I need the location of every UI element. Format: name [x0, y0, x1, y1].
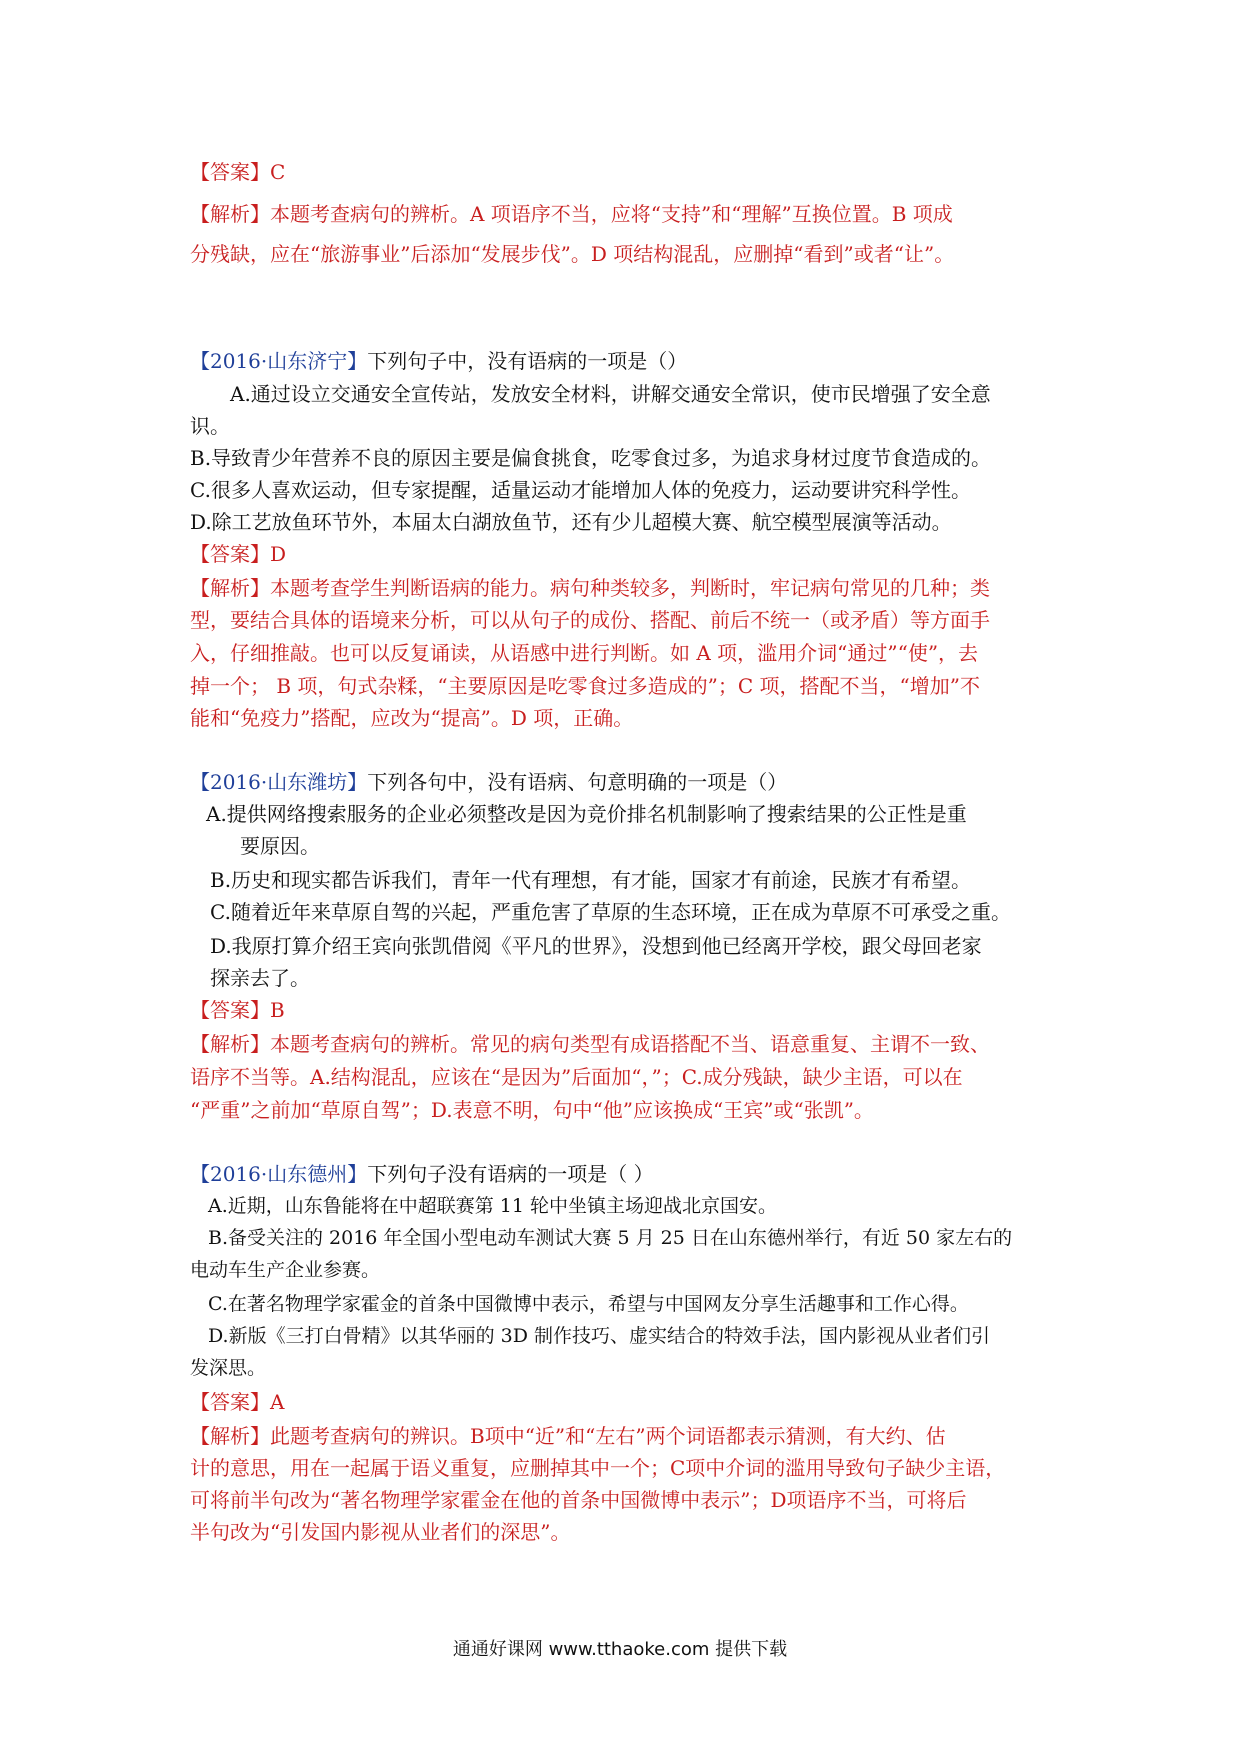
option-line: C.在著名物理学家霍金的首条中国微博中表示，希望与中国网友分享生活趣事和工作心得。 [208, 1293, 969, 1315]
analysis-line: 【解析】本题考查病句的辨析。A 项语序不当，应将“支持”和“理解”互换位置。B 项成 [190, 202, 953, 226]
analysis-line: 【解析】此题考查病句的辨识。B项中“近”和“左右”两个词语都表示猜测，有大约、估 [190, 1424, 946, 1448]
option-line: C.很多人喜欢运动，但专家提醒，适量运动才能增加人体的免疫力，运动要讲究科学性。 [190, 478, 971, 502]
answer-line: 【答案】B [190, 998, 285, 1022]
option-line: 发深思。 [190, 1357, 267, 1379]
analysis-line: 语序不当等。A.结构混乱，应该在“是因为”后面加“，”；C.成分残缺，缺少主语，可以在 [190, 1065, 963, 1089]
option-line: 探亲去了。 [210, 966, 310, 990]
question-heading [190, 1158, 654, 1190]
question-source: 【2016·山东德州】 [190, 1162, 368, 1186]
option-line: D.我原打算介绍王宾向张凯借阅《平凡的世界》，没想到他已经离开学校，跟父母回老家 [210, 934, 982, 958]
analysis-line: “严重”之前加“草原自驾”；D.表意不明，句中“他”应该换成“王宾”或“张凯”。 [190, 1098, 874, 1122]
question-text: 下列各句中，没有语病、句意明确的一项是（） [367, 770, 788, 794]
option-line: 识。 [190, 414, 230, 438]
analysis-line: 入，仔细推敲。也可以反复诵读，从语感中进行判断。如 A 项，滥用介词“通过”“使”，去 [190, 641, 979, 665]
option-line: B.备受关注的 2016 年全国小型电动车测试大赛 5 月 25 日在山东德州举行，有近 50 家左右的 [208, 1227, 1013, 1249]
answer-line: 【答案】A [190, 1390, 285, 1414]
question-heading [190, 345, 687, 377]
question-source: 【2016·山东济宁】 [190, 349, 368, 373]
analysis-line: 分残缺，应在“旅游事业”后添加“发展步伐”。D 项结构混乱，应删掉“看到”或者“让”。 [190, 242, 955, 266]
option-line: D.新版《三打白骨精》以其华丽的 3D 制作技巧、虚实结合的特效手法，国内影视从业者们引 [208, 1325, 990, 1347]
option-line: C.随着近年来草原自驾的兴起，严重危害了草原的生态环境，正在成为草原不可承受之重。 [210, 900, 1011, 924]
page-footer: 通通好课网 www.tthaoke.com 提供下载 [452, 1639, 788, 1660]
answer-line: 【答案】D [190, 542, 287, 566]
analysis-line: 【解析】本题考查病句的辨析。常见的病句类型有成语搭配不当、语意重复、主谓不一致、 [190, 1032, 990, 1056]
option-line: 要原因。 [240, 834, 320, 858]
analysis-line: 半句改为“引发国内影视从业者们的深思”。 [190, 1520, 571, 1544]
analysis-line: 计的意思，用在一起属于语义重复，应删掉其中一个；C项中介词的滥用导致句子缺少主语， [190, 1456, 1006, 1480]
analysis-line: 【解析】本题考查学生判断语病的能力。病句种类较多，判断时，牢记病句常见的几种；类 [190, 576, 990, 600]
option-line: A.近期，山东鲁能将在中超联赛第 11 轮中坐镇主场迎战北京国安。 [208, 1195, 778, 1217]
option-line: A.通过设立交通安全宣传站，发放安全材料，讲解交通安全常识，使市民增强了安全意 [230, 382, 991, 406]
option-line: B.导致青少年营养不良的原因主要是偏食挑食，吃零食过多，为追求身材过度节食造成的。 [190, 446, 992, 470]
question-text: 下列句子没有语病的一项是（ ） [367, 1162, 654, 1186]
question-text: 下列句子中，没有语病的一项是（） [367, 349, 688, 373]
option-line: D.除工艺放鱼环节外，本届太白湖放鱼节，还有少儿超模大赛、航空模型展演等活动。 [190, 510, 952, 534]
analysis-line: 掉一个； B 项，句式杂糅，“主要原因是吃零食过多造成的”；C 项，搭配不当，“增加”不 [190, 674, 980, 698]
question-source: 【2016·山东潍坊】 [190, 770, 368, 794]
option-line: A.提供网络搜索服务的企业必须整改是因为竞价排名机制影响了搜索结果的公正性是重 [206, 802, 967, 826]
analysis-line: 能和“免疫力”搭配，应改为“提高”。D 项，正确。 [190, 706, 634, 730]
option-line: 电动车生产企业参赛。 [190, 1259, 381, 1281]
answer-line: 【答案】C [190, 160, 286, 184]
option-line: B.历史和现实都告诉我们，青年一代有理想，有才能，国家才有前途，民族才有希望。 [210, 868, 972, 892]
analysis-line: 可将前半句改为“著名物理学家霍金在他的首条中国微博中表示”；D项语序不当，可将后 [190, 1488, 967, 1512]
analysis-line: 型，要结合具体的语境来分析，可以从句子的成份、搭配、前后不统一（或矛盾）等方面手 [190, 608, 990, 632]
question-heading [190, 766, 787, 798]
